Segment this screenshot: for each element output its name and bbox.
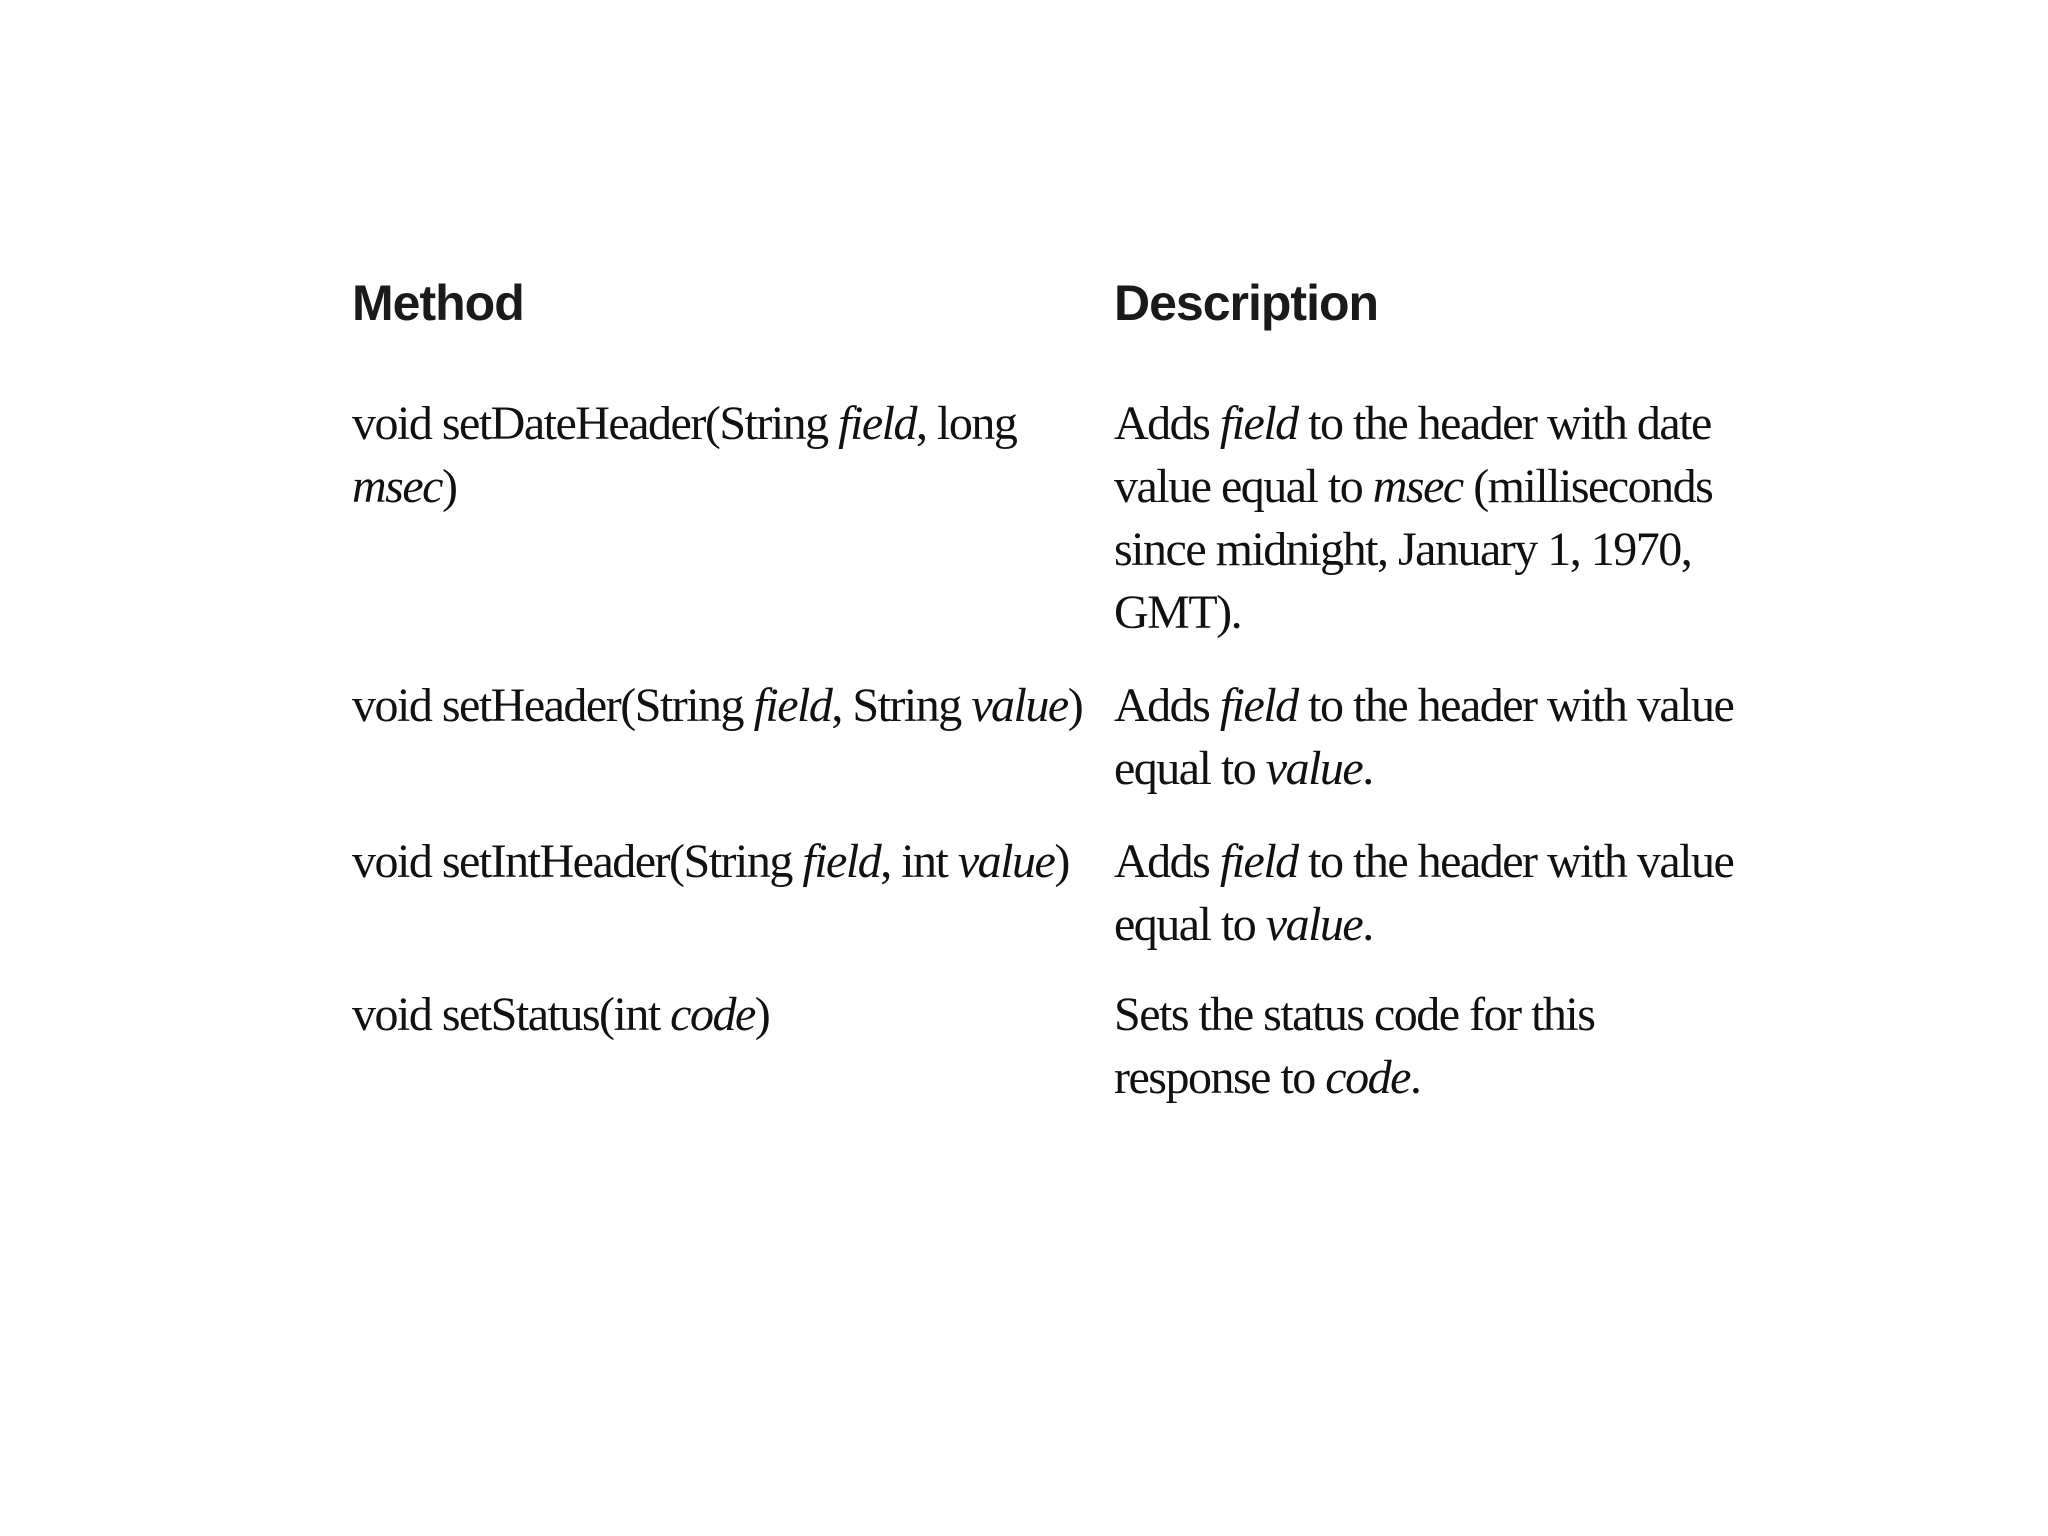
table-row xyxy=(352,674,1752,830)
method-description: Adds field to the header with value equal to value. xyxy=(1114,679,1734,795)
table-row xyxy=(352,983,1752,1123)
method-signature: void setStatus(int code) xyxy=(352,988,770,1041)
method-description: Adds field to the header with value equal to value. xyxy=(1114,835,1734,951)
method-description: Sets the status code for this response to code. xyxy=(1114,988,1595,1104)
method-description: Adds field to the header with date value equal to msec (milliseconds since midnight, January 1, 1970, GMT). xyxy=(1114,397,1713,639)
table-row xyxy=(352,392,1752,674)
table-header-row xyxy=(352,268,1752,392)
method-signature: void setHeader(String field, String value) xyxy=(352,679,1083,732)
method-table xyxy=(352,268,1752,1123)
method-column-header: Method xyxy=(352,275,524,331)
method-signature: void setIntHeader(String field, int value) xyxy=(352,835,1069,888)
table-row xyxy=(352,830,1752,983)
description-column-header: Description xyxy=(1114,275,1379,331)
method-signature: void setDateHeader(String field, long msec) xyxy=(352,397,1017,513)
